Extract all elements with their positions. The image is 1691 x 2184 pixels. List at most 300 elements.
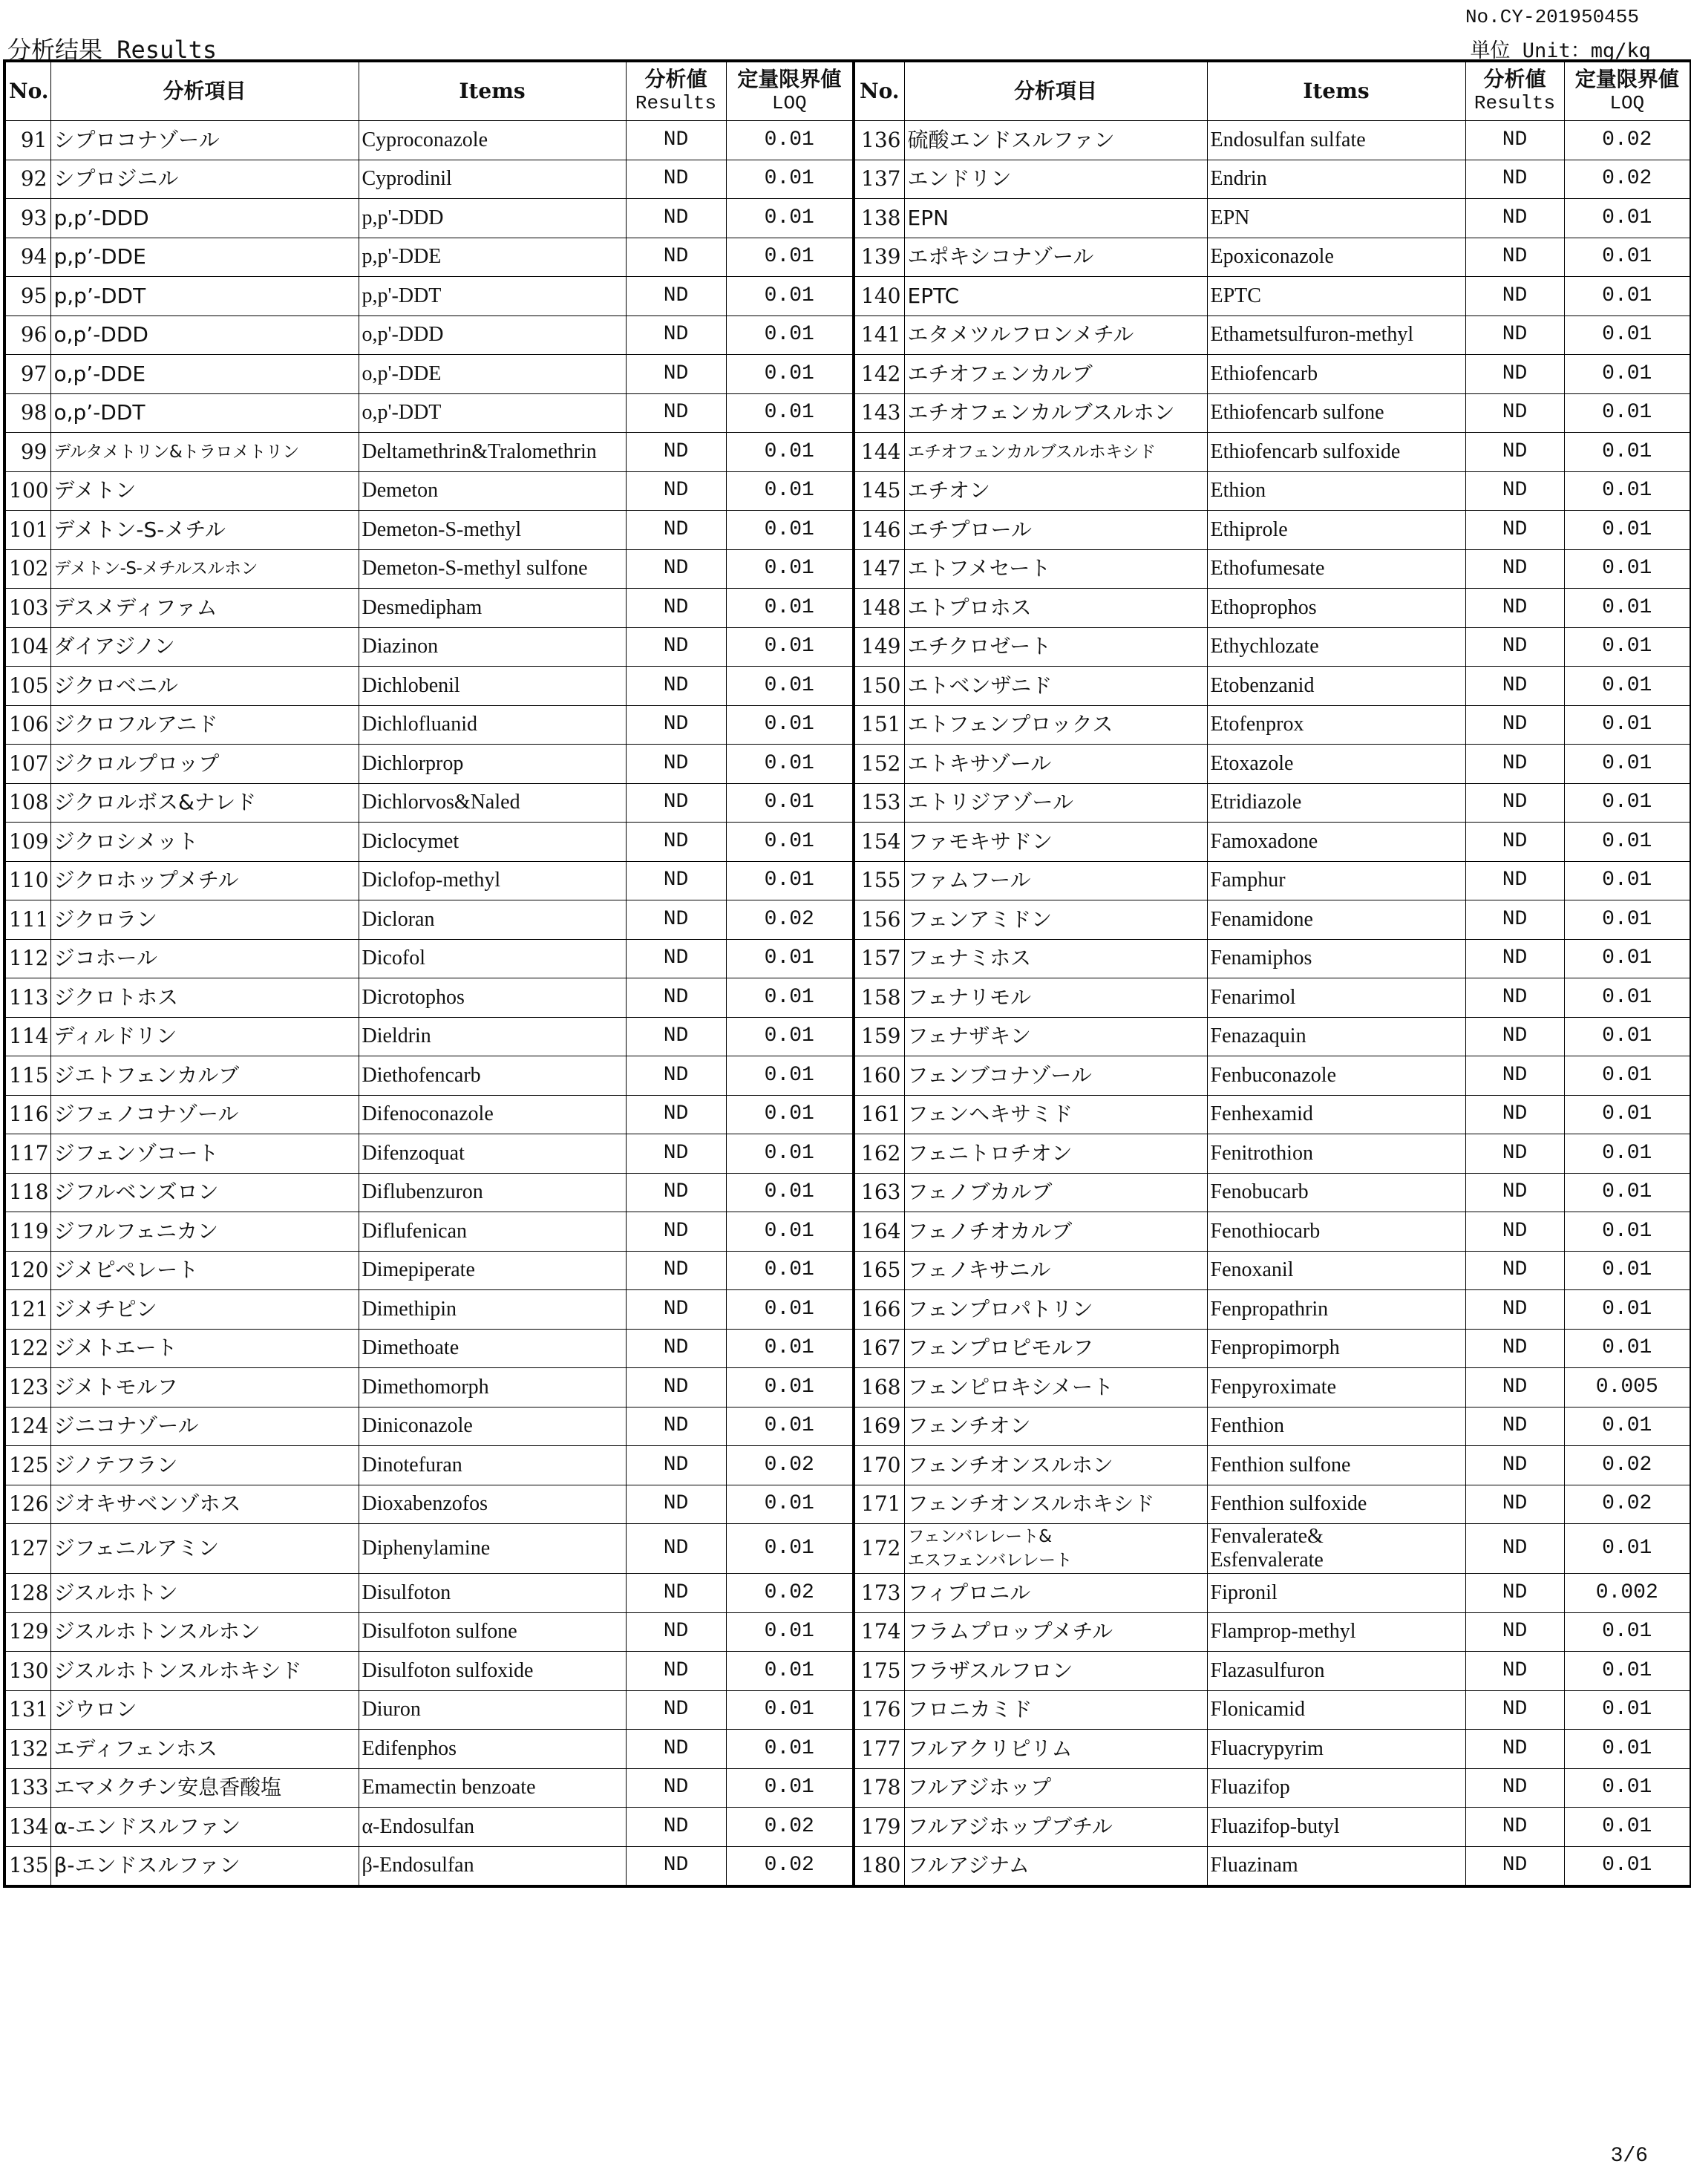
loq-value-left: 0.01	[726, 823, 854, 862]
loq-value-left: 0.02	[726, 900, 854, 940]
result-value-left: ND	[626, 1652, 726, 1691]
row-no-right: 162	[854, 1134, 904, 1174]
loq-value-right: 0.01	[1564, 745, 1691, 784]
result-value-right: ND	[1465, 1446, 1564, 1485]
loq-value-right: 0.01	[1564, 1846, 1691, 1886]
result-value-right: ND	[1465, 238, 1564, 277]
row-no-left: 109	[4, 823, 50, 862]
item-name-ja-left: p,p’-DDT	[50, 277, 359, 316]
loq-value-right: 0.01	[1564, 1134, 1691, 1174]
row-no-left: 98	[4, 393, 50, 433]
item-name-ja-right: エトフェンプロックス	[904, 705, 1207, 745]
item-name-en-left: Cyproconazole	[359, 121, 626, 160]
unit-label: 単位 Unit：mg/kg	[1470, 39, 1651, 62]
result-value-right: ND	[1465, 1524, 1564, 1574]
row-no-right: 161	[854, 1095, 904, 1134]
item-name-ja-right: フェナミホス	[904, 939, 1207, 978]
loq-value-right: 0.01	[1564, 1251, 1691, 1290]
item-name-en-right: Endrin	[1207, 160, 1465, 199]
result-value-right: ND	[1465, 1730, 1564, 1769]
item-name-en-left: Dicloran	[359, 900, 626, 940]
item-name-ja-right: フェンバレレート& エスフェンバレレート	[904, 1524, 1207, 1574]
item-name-ja-left: o,p’-DDE	[50, 355, 359, 394]
item-name-en-right: Fluazinam	[1207, 1846, 1465, 1886]
row-no-left: 119	[4, 1212, 50, 1252]
item-name-ja-right: エチプロール	[904, 511, 1207, 550]
result-value-left: ND	[626, 1407, 726, 1446]
loq-value-right: 0.01	[1564, 1768, 1691, 1808]
result-value-left: ND	[626, 667, 726, 706]
item-name-en-left: Diphenylamine	[359, 1524, 626, 1574]
loq-value-right: 0.02	[1564, 1485, 1691, 1524]
item-name-en-right: Ethiofencarb	[1207, 355, 1465, 394]
result-value-right: ND	[1465, 1368, 1564, 1407]
row-no-left: 131	[4, 1690, 50, 1730]
loq-value-right: 0.01	[1564, 393, 1691, 433]
table-row	[4, 1574, 1691, 1613]
result-value-right: ND	[1465, 1612, 1564, 1652]
loq-value-left: 0.01	[726, 705, 854, 745]
loq-value-right: 0.01	[1564, 355, 1691, 394]
item-name-ja-left: ジクロシメット	[50, 823, 359, 862]
loq-value-left: 0.02	[726, 1846, 854, 1886]
row-no-left: 93	[4, 199, 50, 238]
table-row	[4, 978, 1691, 1018]
loq-value-right: 0.01	[1564, 783, 1691, 823]
row-no-left: 120	[4, 1251, 50, 1290]
table-row	[4, 121, 1691, 160]
loq-value-left: 0.01	[726, 1134, 854, 1174]
item-name-en-left: Diniconazole	[359, 1407, 626, 1446]
item-name-en-left: Dicrotophos	[359, 978, 626, 1018]
item-name-en-left: Diethofencarb	[359, 1056, 626, 1096]
item-name-ja-right: エトリジアゾール	[904, 783, 1207, 823]
item-name-ja-left: ジフルベンズロン	[50, 1173, 359, 1212]
result-value-left: ND	[626, 1574, 726, 1613]
table-row	[4, 1173, 1691, 1212]
result-value-left: ND	[626, 900, 726, 940]
item-name-ja-right: フェンチオンスルホキシド	[904, 1485, 1207, 1524]
item-name-en-left: Dioxabenzofos	[359, 1485, 626, 1524]
item-name-en-right: Fenamiphos	[1207, 939, 1465, 978]
result-value-left: ND	[626, 1524, 726, 1574]
row-no-left: 106	[4, 705, 50, 745]
item-name-ja-right: フェンチオン	[904, 1407, 1207, 1446]
row-no-left: 102	[4, 549, 50, 589]
item-name-en-right: Ethametsulfuron-methyl	[1207, 315, 1465, 355]
loq-value-left: 0.01	[726, 939, 854, 978]
item-name-en-left: Demeton-S-methyl	[359, 511, 626, 550]
loq-value-left: 0.01	[726, 121, 854, 160]
table-row	[4, 1017, 1691, 1056]
row-no-left: 110	[4, 861, 50, 900]
result-value-right: ND	[1465, 1329, 1564, 1368]
item-name-ja-right: エトプロホス	[904, 589, 1207, 628]
table-row	[4, 667, 1691, 706]
col-header-no: No.	[4, 61, 50, 121]
item-name-ja-right: フルアジホップ	[904, 1768, 1207, 1808]
loq-value-left: 0.01	[726, 861, 854, 900]
table-row	[4, 1446, 1691, 1485]
item-name-ja-right: フェンチオンスルホン	[904, 1446, 1207, 1485]
col-header-ja: 分析項目	[50, 61, 359, 121]
row-no-left: 113	[4, 978, 50, 1018]
table-row	[4, 861, 1691, 900]
result-value-left: ND	[626, 549, 726, 589]
row-no-left: 99	[4, 433, 50, 472]
result-value-right: ND	[1465, 900, 1564, 940]
loq-value-right: 0.01	[1564, 1407, 1691, 1446]
results-table	[3, 59, 1691, 1888]
result-value-right: ND	[1465, 549, 1564, 589]
col-header-result-2	[1465, 61, 1564, 121]
item-name-en-left: Dimepiperate	[359, 1251, 626, 1290]
item-name-ja-right: フェノブカルブ	[904, 1173, 1207, 1212]
loq-value-left: 0.01	[726, 315, 854, 355]
col-header-no-2: No.	[854, 61, 904, 121]
item-name-en-left: Diazinon	[359, 627, 626, 667]
result-value-right: ND	[1465, 1056, 1564, 1096]
result-value-left: ND	[626, 277, 726, 316]
item-name-ja-left: ジフェニルアミン	[50, 1524, 359, 1574]
result-value-left: ND	[626, 471, 726, 511]
result-value-right: ND	[1465, 355, 1564, 394]
row-no-left: 97	[4, 355, 50, 394]
item-name-en-right: Ethiofencarb sulfoxide	[1207, 433, 1465, 472]
result-value-left: ND	[626, 1768, 726, 1808]
row-no-right: 143	[854, 393, 904, 433]
loq-value-right: 0.01	[1564, 433, 1691, 472]
result-value-right: ND	[1465, 160, 1564, 199]
loq-value-right: 0.01	[1564, 511, 1691, 550]
row-no-right: 149	[854, 627, 904, 667]
item-name-en-left: α-Endosulfan	[359, 1808, 626, 1847]
item-name-en-left: β-Endosulfan	[359, 1846, 626, 1886]
row-no-right: 166	[854, 1290, 904, 1330]
col-header-loq-2	[1564, 61, 1691, 121]
loq-value-right: 0.01	[1564, 1173, 1691, 1212]
result-value-right: ND	[1465, 433, 1564, 472]
item-name-en-right: Fenthion sulfoxide	[1207, 1485, 1465, 1524]
item-name-en-left: p,p'-DDT	[359, 277, 626, 316]
item-name-ja-right: エチオフェンカルブ	[904, 355, 1207, 394]
row-no-right: 175	[854, 1652, 904, 1691]
result-value-left: ND	[626, 433, 726, 472]
item-name-ja-left: ジメピペレート	[50, 1251, 359, 1290]
table-row	[4, 1524, 1691, 1574]
item-name-ja-right: フェンピロキシメート	[904, 1368, 1207, 1407]
loq-value-left: 0.01	[726, 1251, 854, 1290]
loq-label: 定量限界値	[737, 67, 842, 91]
item-name-en-left: Demeton-S-methyl sulfone	[359, 549, 626, 589]
item-name-ja-left: ジノテフラン	[50, 1446, 359, 1485]
item-name-ja-right: エチオン	[904, 471, 1207, 511]
item-name-ja-left: ジメトモルフ	[50, 1368, 359, 1407]
item-name-ja-left: p,p’-DDD	[50, 199, 359, 238]
loq-value-right: 0.02	[1564, 160, 1691, 199]
row-no-right: 142	[854, 355, 904, 394]
row-no-left: 108	[4, 783, 50, 823]
table-row	[4, 1095, 1691, 1134]
table-row	[4, 511, 1691, 550]
loq-value-left: 0.01	[726, 589, 854, 628]
loq-value-left: 0.01	[726, 199, 854, 238]
loq-value-right: 0.01	[1564, 589, 1691, 628]
item-name-ja-left: ジオキサベンゾホス	[50, 1485, 359, 1524]
item-name-ja-right: フェナザキン	[904, 1017, 1207, 1056]
result-value-left: ND	[626, 783, 726, 823]
result-value-right: ND	[1465, 1290, 1564, 1330]
loq-value-right: 0.01	[1564, 199, 1691, 238]
loq-value-right: 0.01	[1564, 315, 1691, 355]
row-no-right: 168	[854, 1368, 904, 1407]
result-value-left: ND	[626, 823, 726, 862]
item-name-ja-right: エトフメセート	[904, 549, 1207, 589]
loq-value-left: 0.01	[726, 433, 854, 472]
table-row	[4, 1290, 1691, 1330]
loq-value-right: 0.005	[1564, 1368, 1691, 1407]
table-row	[4, 1768, 1691, 1808]
result-value-right: ND	[1465, 471, 1564, 511]
row-no-right: 139	[854, 238, 904, 277]
loq-label: 定量限界値	[1574, 67, 1679, 91]
item-name-ja-right: ファムフール	[904, 861, 1207, 900]
row-no-right: 157	[854, 939, 904, 978]
loq-value-left: 0.01	[726, 1173, 854, 1212]
item-name-en-left: Disulfoton	[359, 1574, 626, 1613]
item-name-en-right: Fenpropimorph	[1207, 1329, 1465, 1368]
row-no-right: 150	[854, 667, 904, 706]
loq-value-right: 0.002	[1564, 1574, 1691, 1613]
row-no-left: 116	[4, 1095, 50, 1134]
result-value-left: ND	[626, 1056, 726, 1096]
row-no-right: 155	[854, 861, 904, 900]
row-no-right: 170	[854, 1446, 904, 1485]
item-name-en-left: Dichlorprop	[359, 745, 626, 784]
table-row	[4, 939, 1691, 978]
item-name-ja-left: デスメディファム	[50, 589, 359, 628]
loq-value-left: 0.01	[726, 1212, 854, 1252]
item-name-ja-right: 硫酸エンドスルファン	[904, 121, 1207, 160]
row-no-left: 132	[4, 1730, 50, 1769]
row-no-left: 128	[4, 1574, 50, 1613]
result-value-right: ND	[1465, 511, 1564, 550]
item-name-en-right: EPTC	[1207, 277, 1465, 316]
row-no-left: 117	[4, 1134, 50, 1174]
item-name-en-right: Fenthion	[1207, 1407, 1465, 1446]
item-name-ja-left: o,p’-DDD	[50, 315, 359, 355]
result-value-left: ND	[626, 199, 726, 238]
loq-value-right: 0.01	[1564, 939, 1691, 978]
row-no-right: 138	[854, 199, 904, 238]
item-name-ja-left: ジクロルプロップ	[50, 745, 359, 784]
row-no-right: 140	[854, 277, 904, 316]
item-name-ja-left: デルタメトリン&トラロメトリン	[50, 433, 359, 472]
item-name-en-left: Diclocymet	[359, 823, 626, 862]
result-value-left: ND	[626, 1730, 726, 1769]
item-name-en-left: Disulfoton sulfone	[359, 1612, 626, 1652]
row-no-right: 173	[854, 1574, 904, 1613]
item-name-ja-right: フロニカミド	[904, 1690, 1207, 1730]
result-value-right: ND	[1465, 1095, 1564, 1134]
item-name-en-right: Famphur	[1207, 861, 1465, 900]
row-no-right: 154	[854, 823, 904, 862]
table-row	[4, 745, 1691, 784]
row-no-right: 169	[854, 1407, 904, 1446]
loq-sublabel: LOQ	[771, 92, 807, 114]
result-value-left: ND	[626, 1095, 726, 1134]
item-name-ja-left: ジクロホップメチル	[50, 861, 359, 900]
item-name-ja-left: デメトン	[50, 471, 359, 511]
item-name-en-left: Diflubenzuron	[359, 1173, 626, 1212]
loq-value-right: 0.01	[1564, 667, 1691, 706]
item-name-ja-right: EPN	[904, 199, 1207, 238]
row-no-left: 94	[4, 238, 50, 277]
item-name-en-right: Fenitrothion	[1207, 1134, 1465, 1174]
loq-value-left: 0.01	[726, 745, 854, 784]
loq-value-left: 0.01	[726, 238, 854, 277]
item-name-ja-left: o,p’-DDT	[50, 393, 359, 433]
item-name-en-right: Flazasulfuron	[1207, 1652, 1465, 1691]
item-name-en-right: Fenbuconazole	[1207, 1056, 1465, 1096]
table-row	[4, 1407, 1691, 1446]
col-header-result	[626, 61, 726, 121]
result-value-right: ND	[1465, 1173, 1564, 1212]
item-name-ja-left: エマメクチン安息香酸塩	[50, 1768, 359, 1808]
item-name-ja-right: フルアジホップブチル	[904, 1808, 1207, 1847]
result-sublabel: Results	[635, 92, 717, 114]
row-no-left: 91	[4, 121, 50, 160]
result-value-right: ND	[1465, 1017, 1564, 1056]
table-row	[4, 315, 1691, 355]
item-name-en-right: Etobenzanid	[1207, 667, 1465, 706]
result-value-left: ND	[626, 1612, 726, 1652]
item-name-en-left: o,p'-DDE	[359, 355, 626, 394]
item-name-ja-left: p,p’-DDE	[50, 238, 359, 277]
page-title: 分析结果 Results	[7, 36, 217, 64]
loq-value-right: 0.01	[1564, 1690, 1691, 1730]
item-name-ja-left: ジメトエート	[50, 1329, 359, 1368]
item-name-en-right: Etofenprox	[1207, 705, 1465, 745]
item-name-en-left: o,p'-DDD	[359, 315, 626, 355]
loq-value-left: 0.01	[726, 1612, 854, 1652]
row-no-right: 145	[854, 471, 904, 511]
item-name-en-right: Fenhexamid	[1207, 1095, 1465, 1134]
loq-value-right: 0.01	[1564, 1290, 1691, 1330]
item-name-en-right: Fenobucarb	[1207, 1173, 1465, 1212]
row-no-left: 101	[4, 511, 50, 550]
item-name-en-right: Endosulfan sulfate	[1207, 121, 1465, 160]
table-row	[4, 1134, 1691, 1174]
row-no-right: 176	[854, 1690, 904, 1730]
row-no-left: 114	[4, 1017, 50, 1056]
row-no-left: 115	[4, 1056, 50, 1096]
item-name-en-right: Fluazifop	[1207, 1768, 1465, 1808]
result-value-left: ND	[626, 355, 726, 394]
loq-value-left: 0.01	[726, 1485, 854, 1524]
row-no-left: 133	[4, 1768, 50, 1808]
table-row	[4, 355, 1691, 394]
item-name-ja-right: フラザスルフロン	[904, 1652, 1207, 1691]
row-no-right: 160	[854, 1056, 904, 1096]
loq-sublabel: LOQ	[1609, 92, 1645, 114]
row-no-right: 177	[854, 1730, 904, 1769]
loq-value-right: 0.01	[1564, 277, 1691, 316]
item-name-ja-left: ジスルホトン	[50, 1574, 359, 1613]
table-row	[4, 1251, 1691, 1290]
item-name-en-right: Ethiofencarb sulfone	[1207, 393, 1465, 433]
row-no-right: 178	[854, 1768, 904, 1808]
item-name-en-left: Diflufenican	[359, 1212, 626, 1252]
item-name-en-left: Diuron	[359, 1690, 626, 1730]
loq-value-left: 0.01	[726, 667, 854, 706]
result-value-right: ND	[1465, 1808, 1564, 1847]
loq-value-left: 0.01	[726, 160, 854, 199]
result-value-left: ND	[626, 1485, 726, 1524]
item-name-ja-right: エトベンザニド	[904, 667, 1207, 706]
loq-value-right: 0.01	[1564, 1056, 1691, 1096]
item-name-ja-right: エポキシコナゾール	[904, 238, 1207, 277]
result-value-left: ND	[626, 511, 726, 550]
item-name-ja-left: ジフルフェニカン	[50, 1212, 359, 1252]
result-value-right: ND	[1465, 277, 1564, 316]
result-value-left: ND	[626, 861, 726, 900]
results-table-body	[4, 121, 1691, 1887]
loq-value-left: 0.01	[726, 978, 854, 1018]
row-no-left: 107	[4, 745, 50, 784]
result-value-right: ND	[1465, 667, 1564, 706]
result-value-left: ND	[626, 1329, 726, 1368]
loq-value-right: 0.01	[1564, 1808, 1691, 1847]
loq-value-right: 0.01	[1564, 238, 1691, 277]
result-value-left: ND	[626, 1173, 726, 1212]
loq-value-left: 0.02	[726, 1808, 854, 1847]
loq-value-left: 0.01	[726, 1407, 854, 1446]
loq-value-left: 0.01	[726, 1329, 854, 1368]
item-name-ja-left: β-エンドスルファン	[50, 1846, 359, 1886]
row-no-left: 130	[4, 1652, 50, 1691]
item-name-ja-right: エチオフェンカルブスルホン	[904, 393, 1207, 433]
row-no-right: 136	[854, 121, 904, 160]
item-name-en-right: Ethiprole	[1207, 511, 1465, 550]
row-no-left: 121	[4, 1290, 50, 1330]
item-name-ja-right: エチオフェンカルブスルホキシド	[904, 433, 1207, 472]
item-name-en-right: EPN	[1207, 199, 1465, 238]
item-name-en-left: Emamectin benzoate	[359, 1768, 626, 1808]
table-row	[4, 1212, 1691, 1252]
item-name-ja-left: ジクロルボス&ナレド	[50, 783, 359, 823]
loq-value-right: 0.01	[1564, 823, 1691, 862]
result-value-right: ND	[1465, 1768, 1564, 1808]
item-name-en-right: Fenamidone	[1207, 900, 1465, 940]
item-name-en-left: Difenzoquat	[359, 1134, 626, 1174]
item-name-ja-right: フェンアミドン	[904, 900, 1207, 940]
item-name-en-right: Epoxiconazole	[1207, 238, 1465, 277]
loq-value-right: 0.01	[1564, 1524, 1691, 1574]
result-value-left: ND	[626, 238, 726, 277]
table-row	[4, 1329, 1691, 1368]
loq-value-left: 0.01	[726, 277, 854, 316]
result-value-left: ND	[626, 745, 726, 784]
table-row	[4, 1730, 1691, 1769]
item-name-ja-left: デメトン-S-メチル	[50, 511, 359, 550]
row-no-left: 125	[4, 1446, 50, 1485]
item-name-ja-right: フラムプロップメチル	[904, 1612, 1207, 1652]
item-name-en-left: Dichlorvos&Naled	[359, 783, 626, 823]
loq-value-right: 0.01	[1564, 471, 1691, 511]
result-value-left: ND	[626, 160, 726, 199]
item-name-ja-right: エチクロゼート	[904, 627, 1207, 667]
